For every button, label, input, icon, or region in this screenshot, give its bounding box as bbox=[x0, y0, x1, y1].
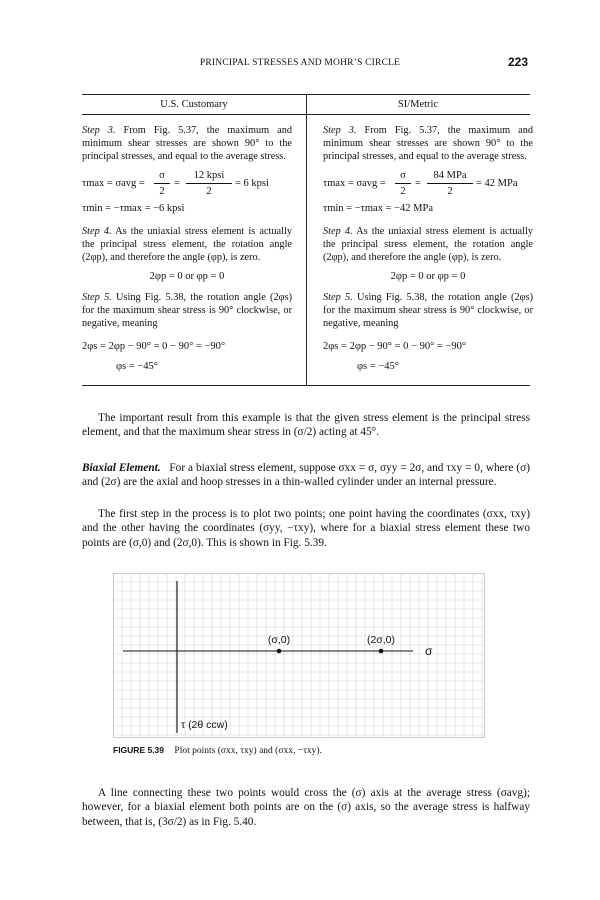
step3-label: Step 3. bbox=[323, 125, 357, 136]
step5-label: Step 5. bbox=[82, 292, 112, 303]
step4-text: As the uniaxial stress element is actually the principal stress element, the rotation angle (2φp), and therefore the angle (φp), is zero. bbox=[82, 226, 292, 263]
figure-caption-text: Plot points (σxx, τxy) and (σxx, −τxy). bbox=[174, 746, 322, 756]
step5-text: Using Fig. 5.38, the rotation angle (2φs) for the maximum shear stress is 90° clockwise, or negative, meaning bbox=[82, 292, 293, 329]
step5-text: Using Fig. 5.38, the rotation angle (2φs) for the maximum shear stress is 90° clockwise, or negative, meaning bbox=[323, 292, 534, 329]
data-point-label: (2σ,0) bbox=[366, 634, 396, 646]
fraction-value-over-2: 12 kpsi 2 bbox=[186, 169, 232, 198]
step4-text: As the uniaxial stress element is actually the principal stress element, the rotation angle (2φp), and therefore the angle (φp), is zero. bbox=[323, 226, 533, 263]
step3-paragraph bbox=[323, 124, 533, 163]
data-point bbox=[277, 649, 282, 654]
tau-max-result: = 42 MPa bbox=[476, 178, 518, 189]
step4-paragraph bbox=[82, 225, 292, 264]
plot-marks bbox=[181, 634, 433, 731]
two-phi-s-equation: 2φs = 2φp − 90° = 0 − 90° = −90° bbox=[82, 341, 226, 352]
plot-axes bbox=[123, 581, 413, 733]
step3-text: From Fig. 5.37, the maximum and minimum shear stresses are shown 90° to the principal stresses, and equal to the average stress. bbox=[323, 125, 534, 162]
phi-p-equation: 2φp = 0 or φp = 0 bbox=[390, 271, 466, 282]
step5-label: Step 5. bbox=[323, 292, 353, 303]
col-header-si-metric: SI/Metric bbox=[397, 99, 439, 110]
biaxial-text: For a biaxial stress element, suppose σxx = σ, σyy = 2σ, and τxy = 0, where (σ) and (2σ) are the axial and hoop stresses in a thin-walled cylinder under an internal pressure. bbox=[82, 462, 530, 489]
table-column-right bbox=[323, 124, 533, 373]
tau-max-lhs: τmax = σavg = bbox=[323, 178, 386, 189]
fraction-value-over-2: 84 MPa 2 bbox=[427, 169, 473, 198]
page-number: 223 bbox=[508, 55, 529, 69]
tau-max-lhs: τmax = σavg = bbox=[82, 178, 145, 189]
step4-label: Step 4. bbox=[82, 226, 112, 237]
table-column-divider bbox=[306, 94, 307, 386]
first-step-paragraph: The first step in the process is to plot two points; one point having the coordinates (σxx, τxy) and the other having the coordinates (σyy, −τxy), where for a biaxial stress element these two points are (σ,0) and (2σ,0). This is shown in Fig. 5.39. bbox=[82, 508, 530, 549]
equals-sign: = bbox=[174, 178, 180, 189]
figure-caption bbox=[113, 745, 322, 756]
tau-axis-label: τ (2θ ccw) bbox=[181, 719, 228, 731]
two-phi-s-equation: 2φs = 2φp − 90° = 0 − 90° = −90° bbox=[323, 341, 467, 352]
equals-sign: = bbox=[415, 178, 421, 189]
step5-paragraph bbox=[323, 291, 533, 330]
data-point bbox=[379, 649, 384, 654]
biaxial-paragraph bbox=[82, 461, 530, 490]
table-column-left bbox=[82, 124, 292, 373]
step3-text: From Fig. 5.37, the maximum and minimum shear stresses are shown 90° to the principal stresses, and equal to the average stress. bbox=[82, 125, 293, 162]
phi-s-equation: φs = −45° bbox=[357, 361, 399, 372]
closing-paragraph: A line connecting these two points would cross the (σ) axis at the average stress (σavg); however, for a biaxial element both points are on the (σ) axis, so the average stress is halfway between, that is, (3σ/2) as in Fig. 5.40. bbox=[82, 787, 530, 828]
tau-min-equation: τmin = −τmax = −42 MPa bbox=[323, 203, 433, 214]
step3-label: Step 3. bbox=[82, 125, 116, 136]
col-header-us-customary: U.S. Customary bbox=[160, 99, 228, 110]
sigma-axis-label: σ bbox=[425, 644, 433, 658]
tau-max-result: = 6 kpsi bbox=[235, 178, 269, 189]
figure-label: FIGURE 5.39 bbox=[113, 745, 165, 755]
fraction-sigma-over-2: σ 2 bbox=[154, 169, 170, 198]
phi-s-equation: φs = −45° bbox=[116, 361, 158, 372]
figure-5-39-plot bbox=[113, 573, 485, 738]
important-result-paragraph: The important result from this example is that the given stress element is the principal stress element, and that the maximum shear stress in (σ/2) acting at 45°. bbox=[82, 412, 530, 439]
tau-max-equation bbox=[323, 169, 533, 199]
phi-p-equation: 2φp = 0 or φp = 0 bbox=[149, 271, 225, 282]
biaxial-heading: Biaxial Element. bbox=[82, 462, 161, 474]
tau-max-equation bbox=[82, 169, 292, 199]
step4-label: Step 4. bbox=[323, 226, 353, 237]
fraction-sigma-over-2: σ 2 bbox=[395, 169, 411, 198]
step3-paragraph bbox=[82, 124, 292, 163]
step5-paragraph bbox=[82, 291, 292, 330]
running-title: PRINCIPAL STRESSES AND MOHR’S CIRCLE bbox=[199, 58, 401, 68]
data-point-label: (σ,0) bbox=[267, 634, 291, 646]
tau-min-equation: τmin = −τmax = −6 kpsi bbox=[82, 203, 185, 214]
step4-paragraph bbox=[323, 225, 533, 264]
